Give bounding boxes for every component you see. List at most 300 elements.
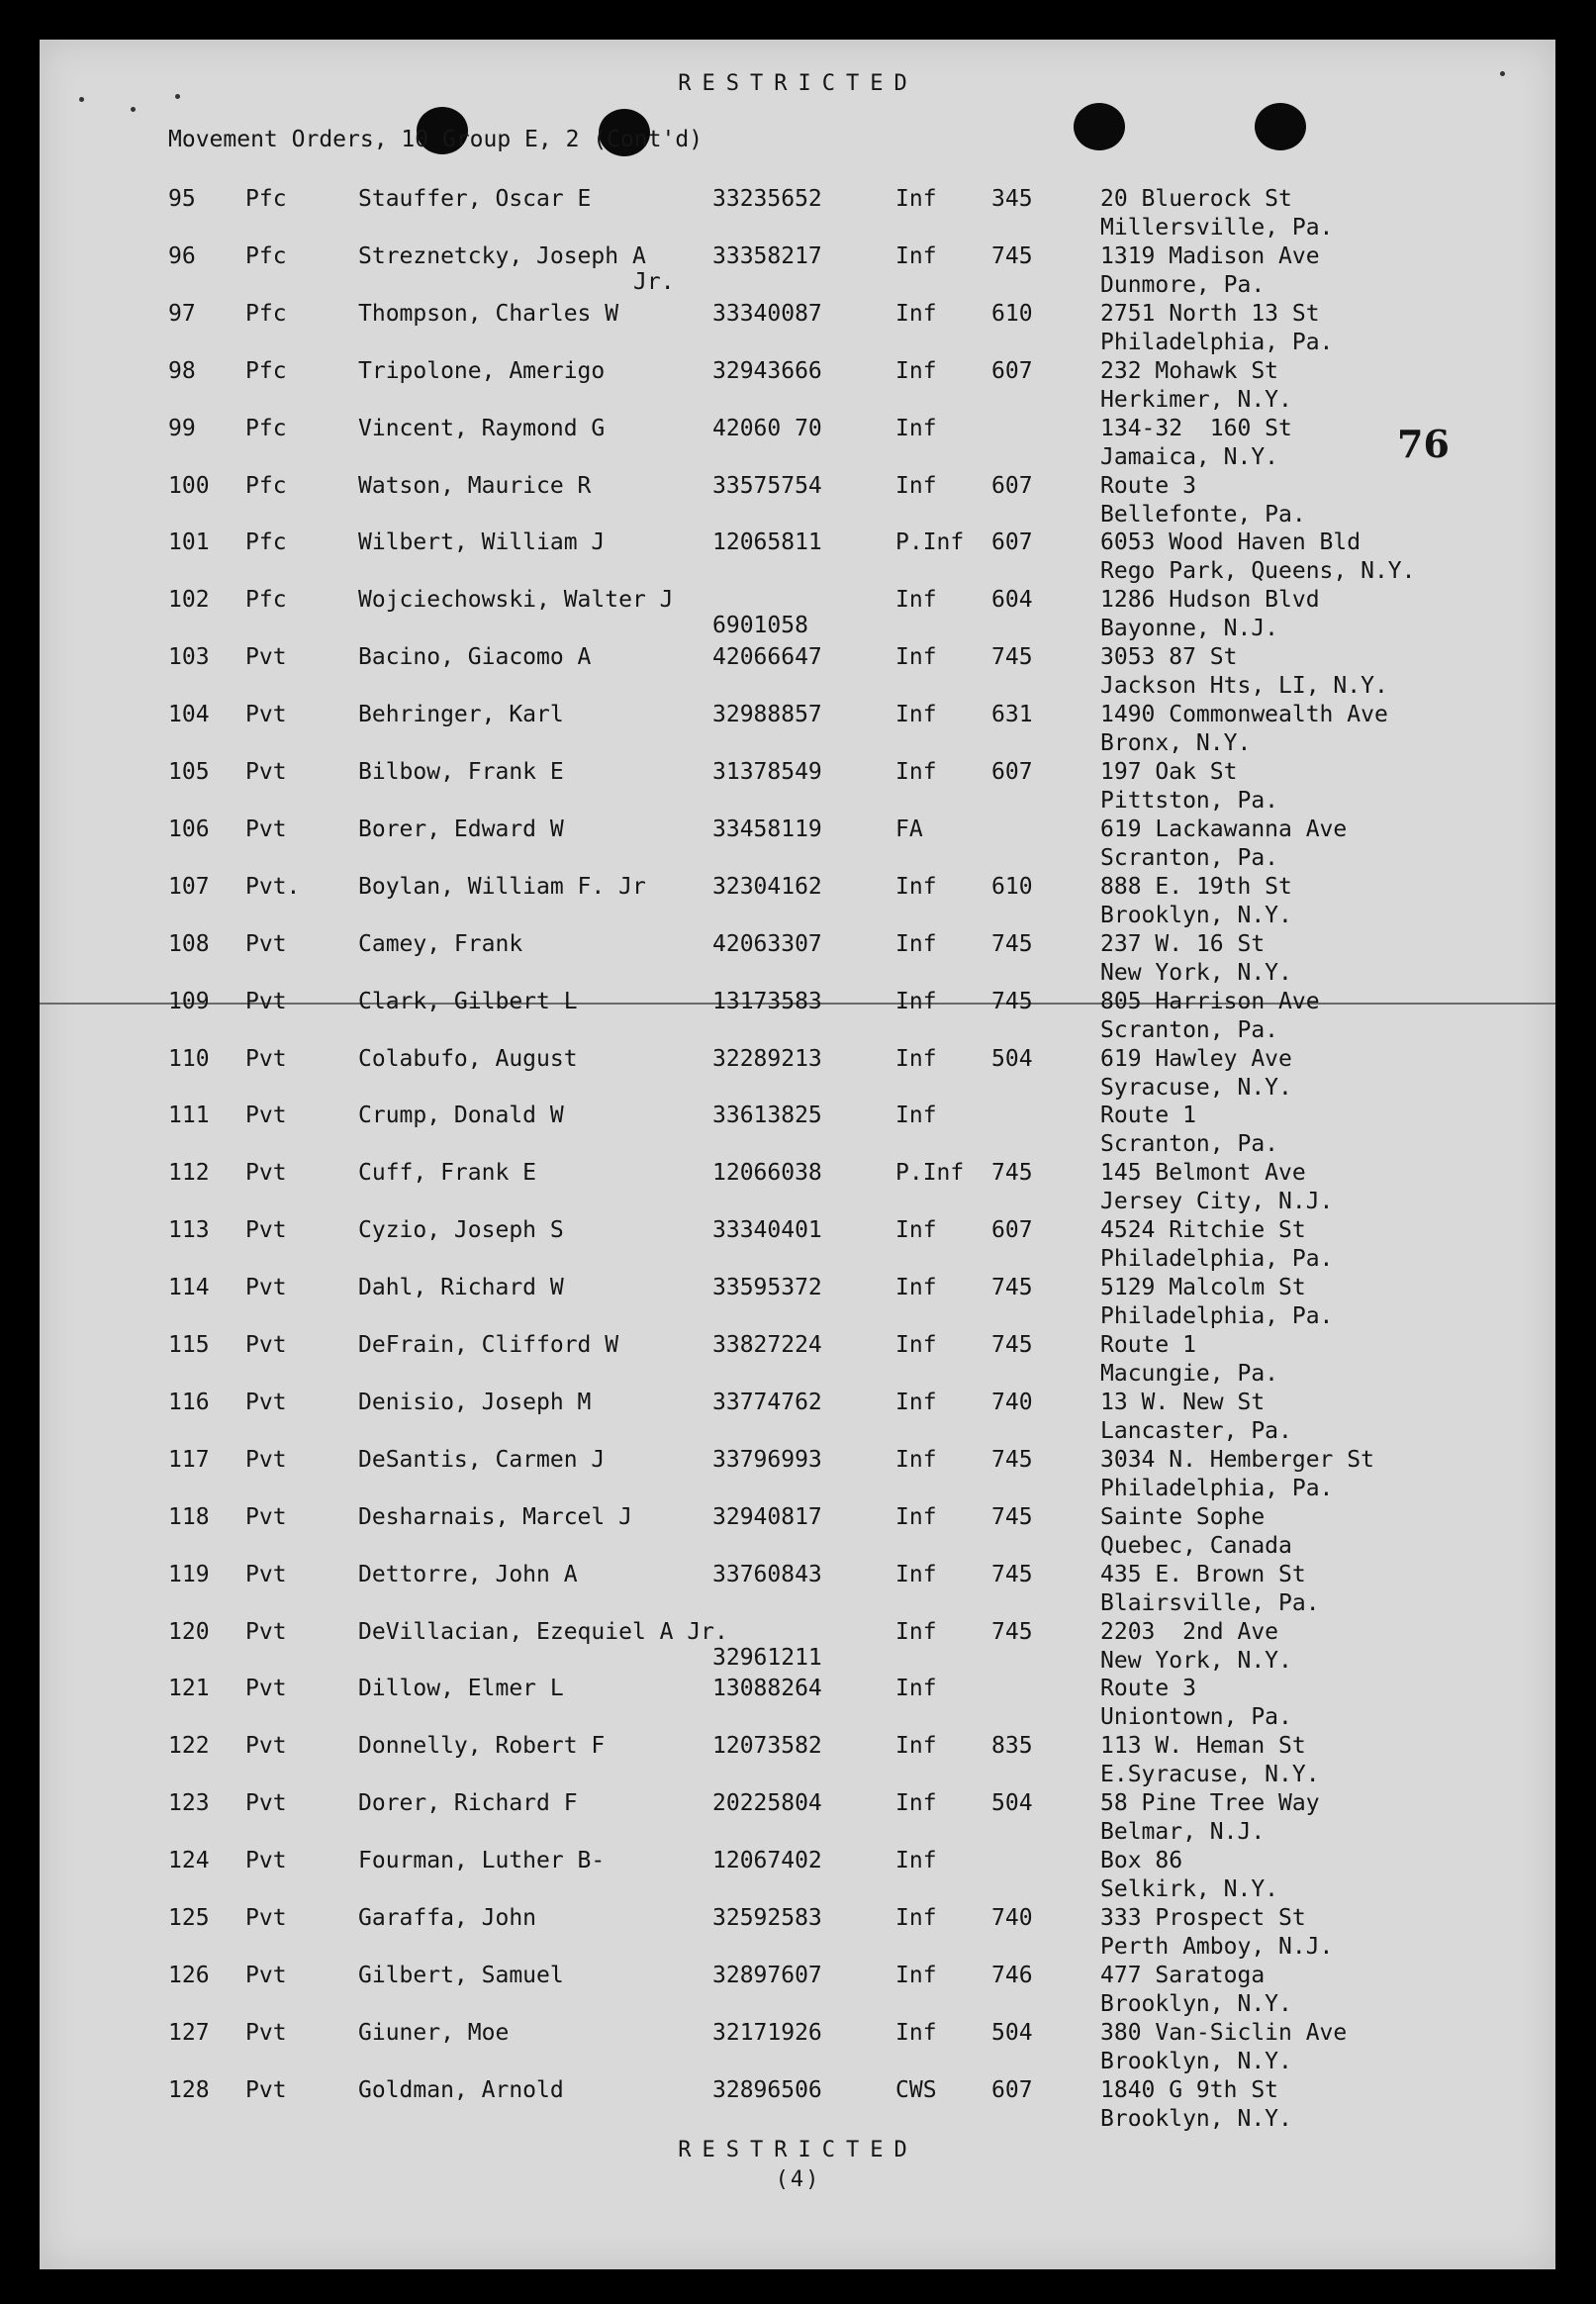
list-item	[0, 759, 1596, 816]
address-line-2: Herkimer, N.Y.	[1100, 386, 1292, 413]
serial-number: 32171926	[712, 2019, 822, 2046]
entry-number: 122	[168, 1733, 210, 1760]
specialty-code: 610	[991, 873, 1033, 900]
list-item	[0, 1390, 1596, 1447]
serial-number: 32943666	[712, 357, 822, 384]
list-item	[0, 1447, 1596, 1504]
entry-number: 119	[168, 1561, 210, 1587]
list-item	[0, 989, 1596, 1046]
list-item	[0, 301, 1596, 358]
list-item	[0, 2020, 1596, 2077]
address-line-2: Rego Park, Queens, N.Y.	[1100, 558, 1416, 585]
address-line-2: Bellefonte, Pa.	[1100, 501, 1306, 528]
branch: Inf	[895, 1561, 937, 1587]
entry-number: 125	[168, 1905, 210, 1931]
list-item	[0, 529, 1596, 587]
entry-number: 101	[168, 529, 210, 556]
list-item	[0, 1217, 1596, 1275]
specialty-code: 504	[991, 1790, 1033, 1817]
soldier-name: Garaffa, John	[358, 1905, 537, 1931]
soldier-name: Desharnais, Marcel J	[358, 1503, 632, 1530]
entry-number: 128	[168, 2076, 210, 2103]
address-line-2: Selkirk, N.Y.	[1100, 1876, 1279, 1903]
rank: Pvt	[245, 702, 287, 728]
branch: Inf	[895, 1962, 937, 1988]
address-line-1: 1490 Commonwealth Ave	[1100, 702, 1388, 728]
serial-number: 12065811	[712, 529, 822, 556]
soldier-name: DeVillacian, Ezequiel A Jr.	[358, 1618, 728, 1645]
list-item	[0, 358, 1596, 416]
rank: Pvt	[245, 1275, 287, 1301]
specialty-code: 745	[991, 1561, 1033, 1587]
address-line-1: 333 Prospect St	[1100, 1905, 1306, 1931]
soldier-name: Gilbert, Samuel	[358, 1962, 564, 1988]
specialty-code: 631	[991, 702, 1033, 728]
address-line-2: Philadelphia, Pa.	[1100, 1303, 1334, 1330]
branch: Inf	[895, 472, 937, 499]
soldier-name: Colabufo, August	[358, 1045, 578, 1072]
serial-number: 42060 70	[712, 415, 822, 441]
entry-number: 112	[168, 1160, 210, 1187]
address-line-2: Brooklyn, N.Y.	[1100, 1990, 1292, 2017]
soldier-name: Behringer, Karl	[358, 702, 564, 728]
entry-number: 102	[168, 587, 210, 614]
specialty-code: 610	[991, 300, 1033, 327]
branch: Inf	[895, 1733, 937, 1760]
address-line-1: 3034 N. Hemberger St	[1100, 1446, 1374, 1473]
header-restricted: RESTRICTED	[678, 71, 918, 96]
address-line-1: 197 Oak St	[1100, 759, 1238, 785]
soldier-name: Cuff, Frank E	[358, 1160, 537, 1187]
list-item	[0, 1275, 1596, 1332]
specialty-code: 745	[991, 1618, 1033, 1645]
address-line-1: 58 Pine Tree Way	[1100, 1790, 1320, 1817]
soldier-name: Giuner, Moe	[358, 2019, 510, 2046]
branch: Inf	[895, 357, 937, 384]
speck	[79, 97, 84, 102]
list-item	[0, 186, 1596, 243]
branch: Inf	[895, 873, 937, 900]
serial-number: 12067402	[712, 1848, 822, 1874]
branch: Inf	[895, 415, 937, 441]
specialty-code: 607	[991, 472, 1033, 499]
address-line-2: Philadelphia, Pa.	[1100, 329, 1334, 355]
rank: Pfc	[245, 415, 287, 441]
entry-number: 103	[168, 644, 210, 671]
soldier-name: Thompson, Charles W	[358, 300, 619, 327]
address-line-2: Bayonne, N.J.	[1100, 616, 1279, 642]
soldier-name: Dettorre, John A	[358, 1561, 578, 1587]
branch: Inf	[895, 587, 937, 614]
soldier-name: Dorer, Richard F	[358, 1790, 578, 1817]
rank: Pvt	[245, 1848, 287, 1874]
specialty-code: 607	[991, 357, 1033, 384]
entry-number: 107	[168, 873, 210, 900]
specialty-code: 745	[991, 644, 1033, 671]
entry-number: 104	[168, 702, 210, 728]
rank: Pvt	[245, 1676, 287, 1702]
specialty-code: 740	[991, 1905, 1033, 1931]
address-line-2: Brooklyn, N.Y.	[1100, 902, 1292, 928]
address-line-1: Box 86	[1100, 1848, 1183, 1874]
entry-number: 99	[168, 415, 196, 441]
soldier-name: Stauffer, Oscar E	[358, 186, 592, 212]
address-line-1: 477 Saratoga	[1100, 1962, 1266, 1988]
serial-number: 33235652	[712, 186, 822, 212]
specialty-code: 745	[991, 988, 1033, 1014]
rank: Pvt	[245, 1160, 287, 1187]
branch: Inf	[895, 1676, 937, 1702]
specialty-code: 607	[991, 1217, 1033, 1244]
address-line-1: Sainte Sophe	[1100, 1503, 1266, 1530]
rank: Pvt	[245, 1389, 287, 1415]
serial-number: 32592583	[712, 1905, 822, 1931]
address-line-2: Brooklyn, N.Y.	[1100, 2048, 1292, 2074]
specialty-code: 835	[991, 1733, 1033, 1760]
address-line-1: 2751 North 13 St	[1100, 300, 1320, 327]
address-line-2: Syracuse, N.Y.	[1100, 1074, 1292, 1101]
address-line-2: Jersey City, N.J.	[1100, 1189, 1334, 1215]
address-line-1: 113 W. Heman St	[1100, 1733, 1306, 1760]
address-line-1: 237 W. 16 St	[1100, 930, 1266, 957]
address-line-2: Scranton, Pa.	[1100, 1016, 1279, 1043]
address-line-2: New York, N.Y.	[1100, 1647, 1292, 1674]
soldier-name: Camey, Frank	[358, 930, 523, 957]
address-line-1: 1840 G 9th St	[1100, 2076, 1279, 2103]
rank: Pfc	[245, 300, 287, 327]
address-line-2: E.Syracuse, N.Y.	[1100, 1762, 1320, 1788]
soldier-name: Fourman, Luther B-	[358, 1848, 606, 1874]
punch-hole	[1074, 103, 1125, 150]
branch: Inf	[895, 1446, 937, 1473]
serial-number: 32988857	[712, 702, 822, 728]
address-line-1: 3053 87 St	[1100, 644, 1238, 671]
list-item	[0, 2077, 1596, 2135]
specialty-code: 745	[991, 1332, 1033, 1358]
branch: Inf	[895, 1045, 937, 1072]
soldier-name: Bacino, Giacomo A	[358, 644, 592, 671]
list-item	[0, 1676, 1596, 1733]
rank: Pvt	[245, 816, 287, 842]
address-line-2: Belmar, N.J.	[1100, 1819, 1266, 1846]
address-line-2: Scranton, Pa.	[1100, 844, 1279, 871]
address-line-2: Dunmore, Pa.	[1100, 271, 1266, 298]
soldier-name: Wojciechowski, Walter J	[358, 587, 674, 614]
address-line-1: 1286 Hudson Blvd	[1100, 587, 1320, 614]
address-line-1: 145 Belmont Ave	[1100, 1160, 1306, 1187]
branch: Inf	[895, 1275, 937, 1301]
entry-number: 111	[168, 1103, 210, 1129]
soldier-name: Crump, Donald W	[358, 1103, 564, 1129]
rank: Pvt	[245, 759, 287, 785]
serial-number: 20225804	[712, 1790, 822, 1817]
address-line-1: Route 3	[1100, 1676, 1196, 1702]
branch: Inf	[895, 1389, 937, 1415]
specialty-code: 607	[991, 2076, 1033, 2103]
serial-number: 42066647	[712, 644, 822, 671]
branch: Inf	[895, 1217, 937, 1244]
serial-number: 32940817	[712, 1503, 822, 1530]
branch: CWS	[895, 2076, 937, 2103]
address-line-1: 805 Harrison Ave	[1100, 988, 1320, 1014]
address-line-1: Route 3	[1100, 472, 1196, 499]
serial-number: 33760843	[712, 1561, 822, 1587]
branch: Inf	[895, 702, 937, 728]
branch: Inf	[895, 1503, 937, 1530]
rank: Pvt	[245, 1217, 287, 1244]
address-line-2: Philadelphia, Pa.	[1100, 1246, 1334, 1273]
serial-number: 33613825	[712, 1103, 822, 1129]
branch: Inf	[895, 300, 937, 327]
address-line-1: 4524 Ritchie St	[1100, 1217, 1306, 1244]
soldier-name: Watson, Maurice R	[358, 472, 592, 499]
serial-number: 6901058	[712, 613, 808, 639]
rank: Pvt	[245, 1962, 287, 1988]
address-line-1: 5129 Malcolm St	[1100, 1275, 1306, 1301]
list-item	[0, 1963, 1596, 2020]
branch: Inf	[895, 930, 937, 957]
rank: Pvt	[245, 1561, 287, 1587]
entry-number: 96	[168, 242, 196, 269]
list-item	[0, 931, 1596, 989]
list-item	[0, 816, 1596, 874]
address-line-2: Millersville, Pa.	[1100, 215, 1334, 240]
name-suffix: Jr.	[633, 268, 675, 295]
branch: P.Inf	[895, 1160, 965, 1187]
specialty-code: 607	[991, 759, 1033, 785]
entry-number: 114	[168, 1275, 210, 1301]
address-line-2: Philadelphia, Pa.	[1100, 1475, 1334, 1501]
list-item	[0, 243, 1596, 301]
address-line-2: Lancaster, Pa.	[1100, 1417, 1292, 1444]
rank: Pfc	[245, 357, 287, 384]
soldier-name: Clark, Gilbert L	[358, 988, 578, 1014]
rank: Pvt	[245, 1618, 287, 1645]
margin-page-number: 76	[1397, 422, 1450, 466]
serial-number: 33796993	[712, 1446, 822, 1473]
address-line-2: Uniontown, Pa.	[1100, 1704, 1292, 1731]
soldier-name: Denisio, Joseph M	[358, 1389, 592, 1415]
list-item	[0, 644, 1596, 702]
list-item	[0, 1733, 1596, 1790]
list-item	[0, 874, 1596, 931]
specialty-code: 345	[991, 186, 1033, 212]
serial-number: 33774762	[712, 1389, 822, 1415]
rank: Pvt	[245, 1045, 287, 1072]
serial-number: 42063307	[712, 930, 822, 957]
address-line-1: 888 E. 19th St	[1100, 873, 1292, 900]
entry-number: 98	[168, 357, 196, 384]
serial-number: 33827224	[712, 1332, 822, 1358]
serial-number: 33340087	[712, 300, 822, 327]
address-line-1: 1319 Madison Ave	[1100, 242, 1320, 269]
serial-number: 13088264	[712, 1676, 822, 1702]
entry-number: 118	[168, 1503, 210, 1530]
rank: Pvt	[245, 1790, 287, 1817]
soldier-name: Goldman, Arnold	[358, 2076, 564, 2103]
rank: Pvt	[245, 1905, 287, 1931]
list-item	[0, 1619, 1596, 1677]
specialty-code: 604	[991, 587, 1033, 614]
list-item	[0, 416, 1596, 473]
branch: Inf	[895, 988, 937, 1014]
specialty-code: 745	[991, 1160, 1033, 1187]
list-item	[0, 1160, 1596, 1217]
address-line-1: 2203 2nd Ave	[1100, 1618, 1279, 1645]
serial-number: 31378549	[712, 759, 822, 785]
list-item	[0, 1504, 1596, 1562]
soldier-name: Tripolone, Amerigo	[358, 357, 606, 384]
soldier-name: Dahl, Richard W	[358, 1275, 564, 1301]
address-line-2: Brooklyn, N.Y.	[1100, 2105, 1292, 2132]
address-line-1: Route 1	[1100, 1332, 1196, 1358]
rank: Pvt	[245, 930, 287, 957]
address-line-2: Blairsville, Pa.	[1100, 1589, 1320, 1616]
address-line-2: Pittston, Pa.	[1100, 788, 1279, 814]
branch: Inf	[895, 1848, 937, 1874]
soldier-name: Wilbert, William J	[358, 529, 606, 556]
soldier-name: Dillow, Elmer L	[358, 1676, 564, 1702]
specialty-code: 504	[991, 2019, 1033, 2046]
soldier-name: Streznetcky, Joseph A	[358, 242, 646, 269]
soldier-name: Bilbow, Frank E	[358, 759, 564, 785]
list-item	[0, 473, 1596, 530]
branch: P.Inf	[895, 529, 965, 556]
branch: Inf	[895, 2019, 937, 2046]
address-line-2: Perth Amboy, N.J.	[1100, 1934, 1334, 1960]
specialty-code: 745	[991, 1446, 1033, 1473]
entry-number: 100	[168, 472, 210, 499]
rank: Pfc	[245, 587, 287, 614]
list-item	[0, 1562, 1596, 1619]
rank: Pvt	[245, 1503, 287, 1530]
address-line-2: Jamaica, N.Y.	[1100, 443, 1279, 470]
entry-number: 97	[168, 300, 196, 327]
address-line-1: 6053 Wood Haven Bld	[1100, 529, 1361, 556]
list-item	[0, 1905, 1596, 1963]
rank: Pvt.	[245, 873, 301, 900]
list-item	[0, 587, 1596, 644]
serial-number: 32961211	[712, 1644, 822, 1671]
specialty-code: 745	[991, 1275, 1033, 1301]
entry-number: 121	[168, 1676, 210, 1702]
branch: Inf	[895, 759, 937, 785]
serial-number: 33340401	[712, 1217, 822, 1244]
soldier-name: Vincent, Raymond G	[358, 415, 606, 441]
entry-number: 115	[168, 1332, 210, 1358]
rank: Pvt	[245, 2076, 287, 2103]
serial-number: 32897607	[712, 1962, 822, 1988]
rank: Pvt	[245, 644, 287, 671]
address-line-1: 619 Lackawanna Ave	[1100, 816, 1348, 842]
entry-number: 120	[168, 1618, 210, 1645]
rank: Pfc	[245, 472, 287, 499]
entry-number: 123	[168, 1790, 210, 1817]
specialty-code: 504	[991, 1045, 1033, 1072]
entry-number: 127	[168, 2019, 210, 2046]
address-line-2: Macungie, Pa.	[1100, 1361, 1279, 1387]
serial-number: 33595372	[712, 1275, 822, 1301]
branch: Inf	[895, 186, 937, 212]
soldier-name: Borer, Edward W	[358, 816, 564, 842]
specialty-code: 607	[991, 529, 1033, 556]
specialty-code: 740	[991, 1389, 1033, 1415]
entry-number: 109	[168, 988, 210, 1014]
entry-number: 105	[168, 759, 210, 785]
rank: Pfc	[245, 186, 287, 212]
rank: Pvt	[245, 2019, 287, 2046]
branch: Inf	[895, 242, 937, 269]
soldier-name: Donnelly, Robert F	[358, 1733, 606, 1760]
soldier-name: Cyzio, Joseph S	[358, 1217, 564, 1244]
address-line-1: 435 E. Brown St	[1100, 1561, 1306, 1587]
entry-number: 117	[168, 1446, 210, 1473]
branch: Inf	[895, 644, 937, 671]
serial-number: 32896506	[712, 2076, 822, 2103]
list-item	[0, 1848, 1596, 1905]
rank: Pfc	[245, 529, 287, 556]
entry-number: 116	[168, 1389, 210, 1415]
rank: Pvt	[245, 1103, 287, 1129]
serial-number: 13173583	[712, 988, 822, 1014]
address-line-1: 232 Mohawk St	[1100, 357, 1279, 384]
address-line-1: 619 Hawley Ave	[1100, 1045, 1292, 1072]
list-item	[0, 1332, 1596, 1390]
address-line-2: New York, N.Y.	[1100, 959, 1292, 986]
entry-number: 113	[168, 1217, 210, 1244]
address-line-1: Route 1	[1100, 1103, 1196, 1129]
soldier-name: DeFrain, Clifford W	[358, 1332, 619, 1358]
list-item	[0, 1046, 1596, 1104]
footer-restricted: RESTRICTED	[678, 2138, 918, 2162]
page-number: (4)	[775, 2167, 821, 2192]
serial-number: 33358217	[712, 242, 822, 269]
serial-number: 12066038	[712, 1160, 822, 1187]
specialty-code: 745	[991, 1503, 1033, 1530]
soldier-name: DeSantis, Carmen J	[358, 1446, 606, 1473]
branch: Inf	[895, 1103, 937, 1129]
movement-orders-title: Movement Orders, 10 Group E, 2 (Cont'd)	[168, 127, 704, 152]
rank: Pvt	[245, 1733, 287, 1760]
list-item	[0, 702, 1596, 759]
rank: Pvt	[245, 1332, 287, 1358]
address-line-2: Jackson Hts, LI, N.Y.	[1100, 673, 1388, 700]
rank: Pvt	[245, 988, 287, 1014]
entry-number: 108	[168, 930, 210, 957]
branch: FA	[895, 816, 923, 842]
branch: Inf	[895, 1618, 937, 1645]
address-line-2: Scranton, Pa.	[1100, 1131, 1279, 1158]
address-line-1: 134-32 160 St	[1100, 415, 1292, 441]
soldier-name: Boylan, William F. Jr	[358, 873, 646, 900]
entry-number: 110	[168, 1045, 210, 1072]
list-item	[0, 1790, 1596, 1848]
serial-number: 32289213	[712, 1045, 822, 1072]
address-line-2: Bronx, N.Y.	[1100, 730, 1252, 757]
specialty-code: 745	[991, 930, 1033, 957]
specialty-code: 745	[991, 242, 1033, 269]
address-line-1: 13 W. New St	[1100, 1389, 1266, 1415]
entry-number: 126	[168, 1962, 210, 1988]
speck	[131, 107, 136, 112]
address-line-2: Quebec, Canada	[1100, 1532, 1292, 1559]
serial-number: 12073582	[712, 1733, 822, 1760]
specialty-code: 746	[991, 1962, 1033, 1988]
branch: Inf	[895, 1332, 937, 1358]
branch: Inf	[895, 1790, 937, 1817]
rank: Pfc	[245, 242, 287, 269]
branch: Inf	[895, 1905, 937, 1931]
